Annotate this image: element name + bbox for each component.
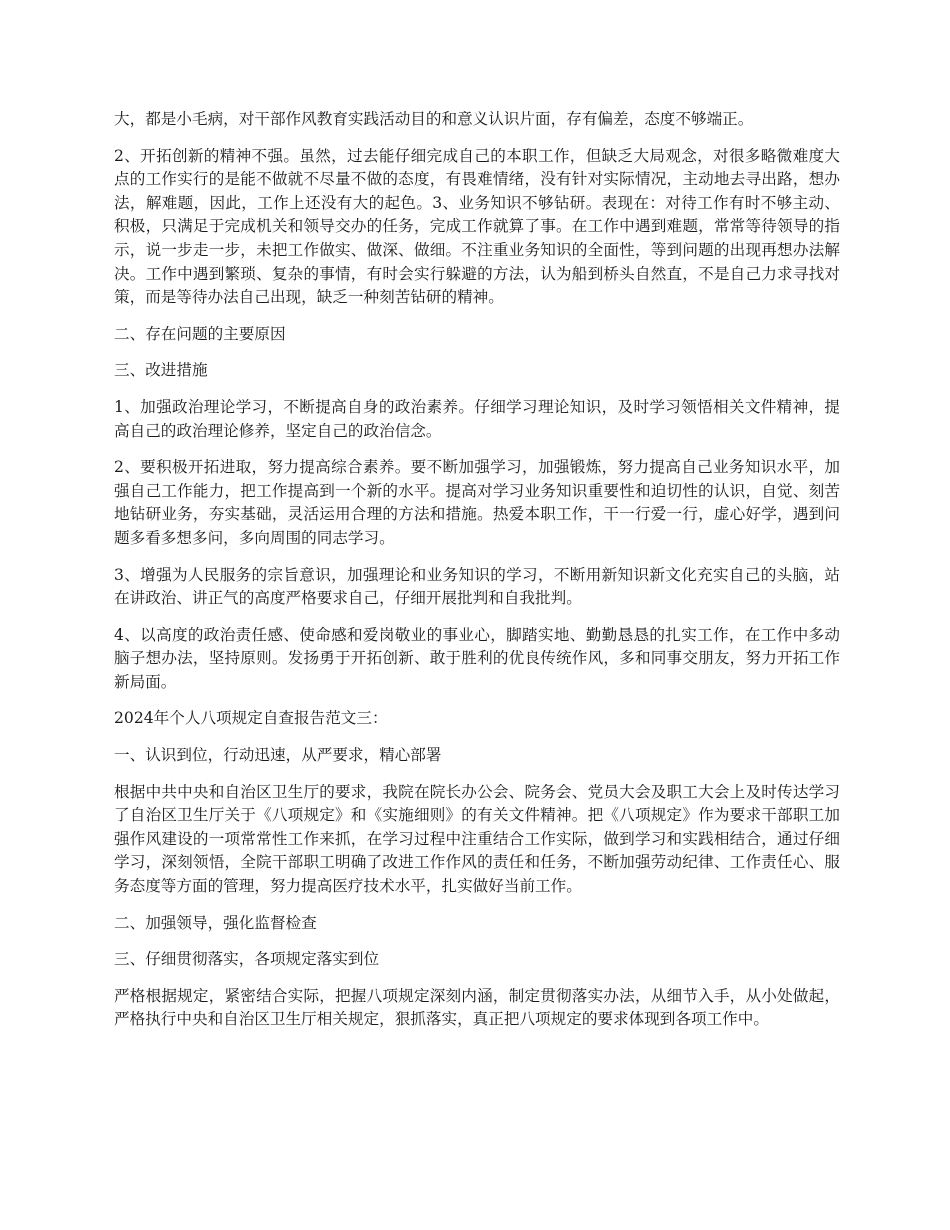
heading-section-1: 一、认识到位，行动迅速，从严要求，精心部署 (114, 746, 442, 765)
paragraph-attitude: 大，都是小毛病，对干部作风教育实践活动目的和意义认识片面，存有偏差，态度不够端正。 (114, 110, 754, 128)
paragraph-measure-3: 3、增强为人民服务的宗旨意识，加强理论和业务知识的学习，不断用新知识新文化充实自己的头脑，站在讲政治、讲正气的高度严格要求自己，仔细开展批判和自我批判。 (114, 565, 840, 608)
heading-section-2: 二、加强领导，强化监督检查 (114, 913, 317, 932)
paragraph-section-3-body: 严格根据规定，紧密结合实际，把握八项规定深刻内涵，制定贯彻落实办法，从细节入手，从小处做起，严格执行中央和自治区卫生厅相关规定，狠抓落实，真正把八项规定的要求体现到各项工作中。 (114, 986, 840, 1029)
paragraph-innovation: 2、开拓创新的精神不强。虽然，过去能仔细完成自己的本职工作，但缺乏大局观念，对很多略微难度大点的工作实行的是能不做就不尽量不做的态度，有畏难情绪，没有针对实际情况，主动地去寻出路，想办法，解难题，因此，工作上还没有大的起色。3、业务知识不够钻研。表现在：对待工作有时不够主动、积极，只满足于完成机关和领导交办的任务，完成工作就算了事。在工作中遇到难题，常常等待领导的指示，说一步走一步，未把工作做实、做深、做细。不注重业务知识的全面性，等到问题的出现再想办法解决。工作中遇到繁琐、复杂的事情，有时会实行躲避的方法，认为船到桥头自然直，不是自己力求寻找对策，而是等待办法自己出现，缺乏一种刻苦钻研的精神。 (114, 146, 840, 307)
paragraph-section-1-body: 根据中共中央和自治区卫生厅的要求，我院在院长办公会、院务会、党员大会及职工大会上及时传达学习了自治区卫生厅关于《八项规定》和《实施细则》的有关文件精神。把《八项规定》作为要求干部职工加强作风建设的一项常常性工作来抓，在学习过程中注重结合工作实际，做到学习和实践相结合，通过仔细学习，深刻领悟，全院干部职工明确了改进工作作风的责任和任务，不断加强劳动纪律、工作责任心、服务态度等方面的管理，努力提高医疗技术水平，扎实做好当前工作。 (114, 782, 840, 896)
paragraph-measure-1: 1、加强政治理论学习，不断提高自身的政治素养。仔细学习理论知识，及时学习领悟相关文件精神，提高自己的政治理论修养，坚定自己的政治信念。 (114, 397, 840, 440)
heading-main-causes: 二、存在问题的主要原因 (114, 324, 286, 343)
paragraph-measure-2: 2、要积极开拓进取，努力提高综合素养。要不断加强学习，加强锻炼，努力提高自己业务知识水平，加强自己工作能力，把工作提高到一个新的水平。提高对学习业务知识重要性和迫切性的认识，自觉、刻苦地钻研业务，夯实基础，灵活运用合理的方法和措施。热爱本职工作，干一行爱一行，虚心好学，遇到问题多看多想多问，多向周围的同志学习。 (114, 458, 840, 547)
document-page (114, 108, 840, 1045)
paragraph-measure-4: 4、以高度的政治责任感、使命感和爱岗敬业的事业心，脚踏实地、勤勤恳恳的扎实工作，在工作中多动脑子想办法，坚持原则。发扬勇于开拓创新、敢于胜利的优良传统作风，多和同事交朋友，努力开拓工作新局面。 (114, 625, 840, 691)
heading-improvement-measures: 三、改进措施 (114, 361, 208, 380)
heading-sample-three: 2024年个人八项规定自查报告范文三： (114, 709, 388, 728)
heading-section-3: 三、仔细贯彻落实，各项规定落实到位 (114, 950, 380, 969)
